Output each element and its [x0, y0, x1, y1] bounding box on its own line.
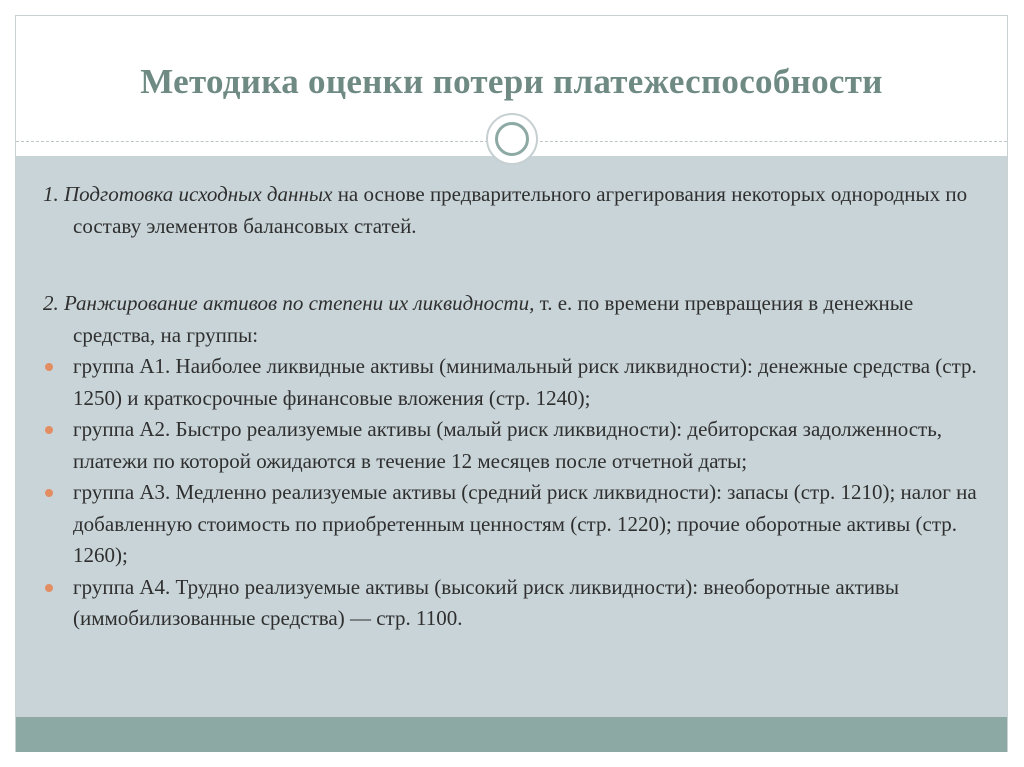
bullet-text: группа А3. Медленно реализуемые активы (средний риск ликвидности): запасы (стр. 1210); налог на добавленную стоимость по приобретенным ценностям (стр. 1220); прочие оборотные активы (стр. 1260); [73, 480, 977, 567]
bullet-dot-icon [45, 489, 53, 497]
paragraph-gap [43, 242, 993, 288]
bullet-item-a1 [43, 351, 993, 414]
p2-number: 2. [43, 291, 59, 315]
p2-text: т. е. по времени превращения в денежные средства, на группы: [73, 291, 914, 347]
bullet-item-a3 [43, 477, 993, 572]
paragraph-1 [43, 179, 993, 242]
bullet-text: группа А4. Трудно реализуемые активы (высокий риск ликвидности): внеоборотные активы (иммобилизованные средства) — стр. 1100. [73, 574, 900, 630]
p1-italic: Подготовка исходных данных [64, 182, 333, 206]
slide-title: Методика оценки потери платежеспособности [140, 62, 883, 101]
bullet-text: группа А2. Быстро реализуемые активы (малый риск ликвидности): дебиторская задолженность, платежи по которой ожидаются в течение 12 месяцев после отчетной даты; [73, 417, 943, 473]
body-text [43, 179, 993, 635]
bullet-dot-icon [45, 584, 53, 592]
p2-italic: Ранжирование активов по степени их ликвидности, [64, 291, 535, 315]
bottom-band [16, 717, 1007, 752]
bullet-item-a2 [43, 414, 993, 477]
bullet-item-a4 [43, 572, 993, 635]
bullet-dot-icon [45, 426, 53, 434]
circle-ornament-icon [486, 113, 538, 165]
slide-frame [15, 15, 1008, 752]
bullet-text: группа А1. Наиболее ликвидные активы (минимальный риск ликвидности): денежные средства (стр. 1250) и краткосрочные финансовые вложения (стр. 1240); [73, 354, 977, 410]
paragraph-2 [43, 288, 993, 351]
p1-number: 1. [43, 182, 59, 206]
bullet-dot-icon [45, 363, 53, 371]
circle-ornament-inner [495, 122, 529, 156]
p1-text: на основе предварительного агрегирования некоторых однородных по составу элементов балансовых статей. [73, 182, 968, 238]
